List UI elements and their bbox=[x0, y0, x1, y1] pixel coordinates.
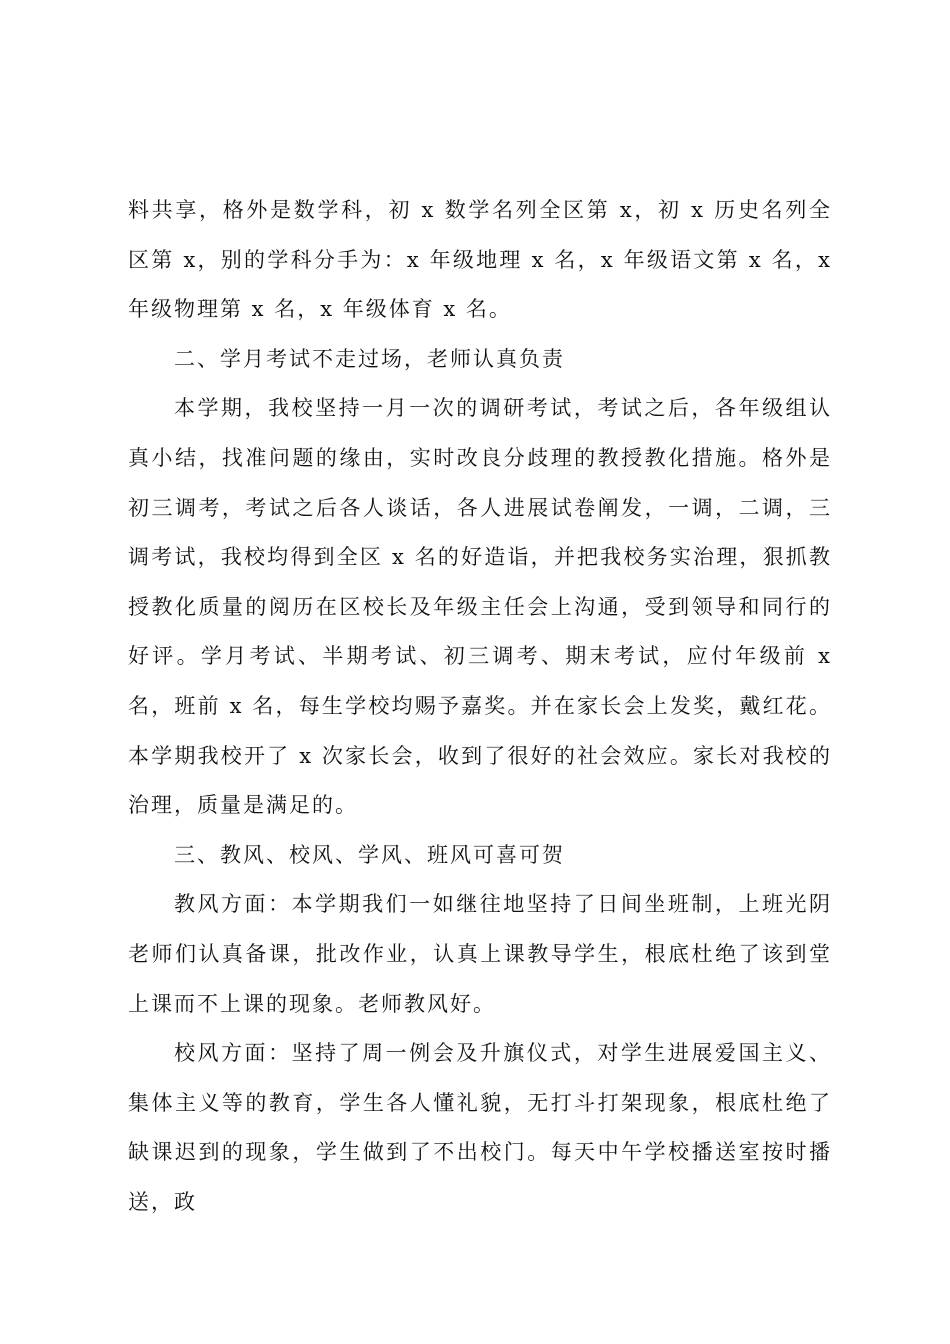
paragraph-continuation: 料共享，格外是数学科，初 x 数学名列全区第 x，初 x 历史名列全区第 x，别的学科分手为：x 年级地理 x 名，x 年级语文第 x 名，x 年级物理第 x 名，x 年级体育 x 名。 bbox=[128, 198, 832, 322]
section-heading-2: 二、学月考试不走过场，老师认真负责 bbox=[174, 346, 565, 371]
section-heading-3: 三、教风、校风、学风、班风可喜可贺 bbox=[174, 842, 565, 867]
document-body bbox=[128, 186, 832, 1227]
paragraph-teaching-style: 教风方面：本学期我们一如继往地坚持了日间坐班制，上班光阴老师们认真备课，批改作业，认真上课教导学生，根底杜绝了该到堂上课而不上课的现象。老师教风好。 bbox=[128, 892, 832, 1016]
paragraph-monthly-exams: 本学期，我校坚持一月一次的调研考试，考试之后，各年级组认真小结，找准问题的缘由，实时改良分歧理的教授教化措施。格外是初三调考，考试之后各人谈话，各人进展试卷阐发，一调，二调，三调考试，我校均得到全区 x 名的好造诣，并把我校务实治理，狠抓教授教化质量的阅历在区校长及年级主任会上沟通，受到领导和同行的好评。学月考试、半期考试、初三调考、期末考试，应付年级前 x 名，班前 x 名，每生学校均赐予嘉奖。并在家长会上发奖，戴红花。本学期我校开了 x 次家长会，收到了很好的社会效应。家长对我校的治理，质量是满足的。 bbox=[128, 396, 832, 818]
paragraph-school-style: 校风方面：坚持了周一例会及升旗仪式，对学生进展爱国主义、集体主义等的教育，学生各人懂礼貌，无打斗打架现象，根底杜绝了缺课迟到的现象，学生做到了不出校门。每天中午学校播送室按时播送，政 bbox=[128, 1041, 832, 1214]
